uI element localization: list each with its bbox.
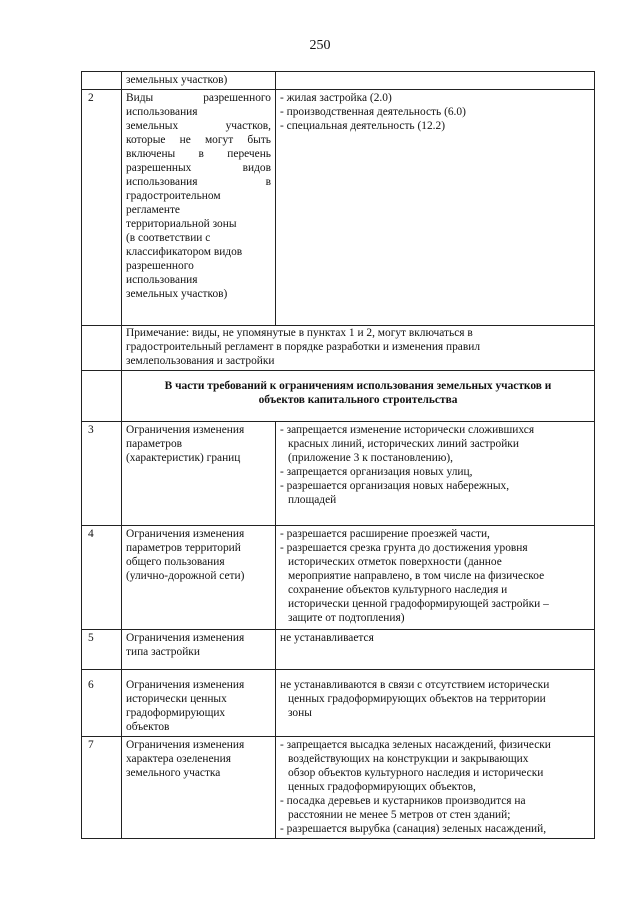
row-2-name-line: разрешенного (126, 260, 194, 272)
row-6-description (276, 670, 595, 737)
row-2-name-line: использования в (126, 176, 271, 188)
row-number: 6 (82, 670, 122, 737)
row-6-name-line: градоформирующих (126, 707, 226, 719)
row-6-name-line: объектов (126, 721, 170, 733)
row-2-name-line: использования (126, 106, 198, 118)
row-2-name-line: земельных участков) (126, 288, 228, 300)
table-row-4 (82, 526, 595, 630)
row-2-name-line: использования (126, 274, 198, 286)
row-6-name (122, 670, 276, 737)
row-3-name-line: Ограничения изменения (126, 424, 245, 436)
row-3-desc-line: красных линий, исторических линий застройки (288, 438, 519, 450)
row-5-name-line: Ограничения изменения (126, 632, 245, 644)
row-7-name-line: характера озеленения (126, 753, 231, 765)
table-row-2 (82, 90, 595, 326)
row-2-name-line: разрешенных видов (126, 162, 271, 174)
row-3-desc-line: (приложение 3 к постановлению), (288, 452, 453, 464)
row-3-name-line: параметров (126, 438, 183, 450)
row-5-desc-line: не устанавливается (280, 632, 374, 644)
row-2-name-line: территориальной зоны (126, 218, 237, 230)
row-5-name-line: типа застройки (126, 646, 200, 658)
table-row-7 (82, 737, 595, 839)
row-4-desc-line: - разрешается расширение проезжей части, (280, 528, 490, 540)
row-3-desc-line: - запрещается организация новых улиц, (280, 466, 473, 478)
row-4-desc-line: исторических отметок поверхности (данное (288, 556, 502, 568)
row-2-name-line: включены в перечень (126, 148, 271, 160)
row-2-name-line: градостроительном (126, 190, 221, 202)
section-heading-line: В части требований к ограничениям использования земельных участков и (164, 380, 552, 392)
table-row-3 (82, 422, 595, 526)
row-3-desc-line: - запрещается изменение исторически сложившихся (280, 424, 535, 436)
page-number: 250 (309, 38, 331, 53)
row-number: 3 (82, 422, 122, 526)
row-5-name (122, 630, 276, 670)
row-4-name (122, 526, 276, 630)
regulation-table (81, 71, 595, 839)
row-2-name-line: классификатором видов (126, 246, 243, 258)
row-4-desc-line: мероприятие направлено, в том числе на физическое (288, 570, 545, 582)
section-heading (122, 371, 595, 422)
row-3-desc-line: площадей (288, 494, 337, 506)
note-line: Примечание: виды, не упомянутые в пунктах 1 и 2, могут включаться в (126, 327, 473, 339)
row-7-desc-line: обзор объектов культурного наследия и исторически (288, 767, 544, 779)
row-5-description (276, 630, 595, 670)
row-3-desc-line: - разрешается организация новых набережных, (280, 480, 510, 492)
note-line: градостроительный регламент в порядке разработки и изменения правил (126, 341, 481, 353)
empty-cell (82, 326, 122, 371)
row-7-desc-line: - разрешается вырубка (санация) зеленых насаждений, (280, 823, 547, 835)
row-number-cell (82, 72, 122, 90)
row-4-name-line: Ограничения изменения (126, 528, 245, 540)
row-4-desc-line: исторически ценной градоформирующей застройки – (288, 598, 549, 610)
row-2-desc-line: - специальная деятельность (12.2) (280, 120, 445, 132)
section-heading-line: объектов капитального строительства (258, 394, 458, 406)
row-4-desc-line: - разрешается срезка грунта до достижения уровня (280, 542, 528, 554)
row-4-name-line: параметров территорий (126, 542, 241, 554)
row-4-desc-line: сохранение объектов культурного наследия и (288, 584, 508, 596)
row-7-desc-line: ценных градоформирующих объектов, (288, 781, 476, 793)
row-7-name (122, 737, 276, 839)
row-number: 4 (82, 526, 122, 630)
row-4-description (276, 526, 595, 630)
row-number: 7 (82, 737, 122, 839)
row-4-name-line: общего пользования (126, 556, 225, 568)
empty-cell (82, 371, 122, 422)
row-3-description (276, 422, 595, 526)
row-2-desc-line: - жилая застройка (2.0) (280, 92, 392, 104)
row-7-desc-line: расстоянии не менее 5 метров от стен зданий; (288, 809, 511, 821)
row-2-name (122, 90, 276, 326)
row-2-name-line: земельных участков, (126, 120, 271, 132)
row-2-name-line: которые не могут быть (126, 134, 271, 146)
row-4-desc-line: защите от подтопления) (288, 612, 405, 624)
row-4-name-line: (улично-дорожной сети) (126, 570, 245, 582)
note-cell (122, 326, 595, 371)
continuation-cell: земельных участков) (122, 72, 276, 90)
table-row-6 (82, 670, 595, 737)
row-7-desc-line: - посадка деревьев и кустарников производится на (280, 795, 526, 807)
row-6-desc-line: не устанавливаются в связи с отсутствием исторически (280, 679, 550, 691)
row-2-name-line: Виды разрешенного (126, 92, 271, 104)
note-line: землепользования и застройки (126, 355, 275, 367)
row-7-description (276, 737, 595, 839)
row-2-name-line: (в соответствии с (126, 232, 211, 244)
row-number: 5 (82, 630, 122, 670)
row-6-name-line: Ограничения изменения (126, 679, 245, 691)
row-6-name-line: исторически ценных (126, 693, 227, 705)
row-6-desc-line: зоны (288, 707, 312, 719)
table-row-5 (82, 630, 595, 670)
row-2-description (276, 90, 595, 326)
row-7-name-line: Ограничения изменения (126, 739, 245, 751)
row-7-desc-line: воздействующих на конструкции и закрывающих (288, 753, 529, 765)
row-7-desc-line: - запрещается высадка зеленых насаждений, физически (280, 739, 551, 751)
row-3-name-line: (характеристик) границ (126, 452, 241, 464)
row-3-name (122, 422, 276, 526)
row-2-desc-line: - производственная деятельность (6.0) (280, 106, 466, 118)
empty-cell (276, 72, 595, 90)
table-row-section-heading (82, 371, 595, 422)
row-2-name-line: регламенте (126, 204, 180, 216)
row-7-name-line: земельного участка (126, 767, 221, 779)
row-6-desc-line: ценных градоформирующих объектов на территории (288, 693, 546, 705)
table-row-note (82, 326, 595, 371)
row-number: 2 (82, 90, 122, 326)
table-row-continuation (82, 72, 595, 90)
